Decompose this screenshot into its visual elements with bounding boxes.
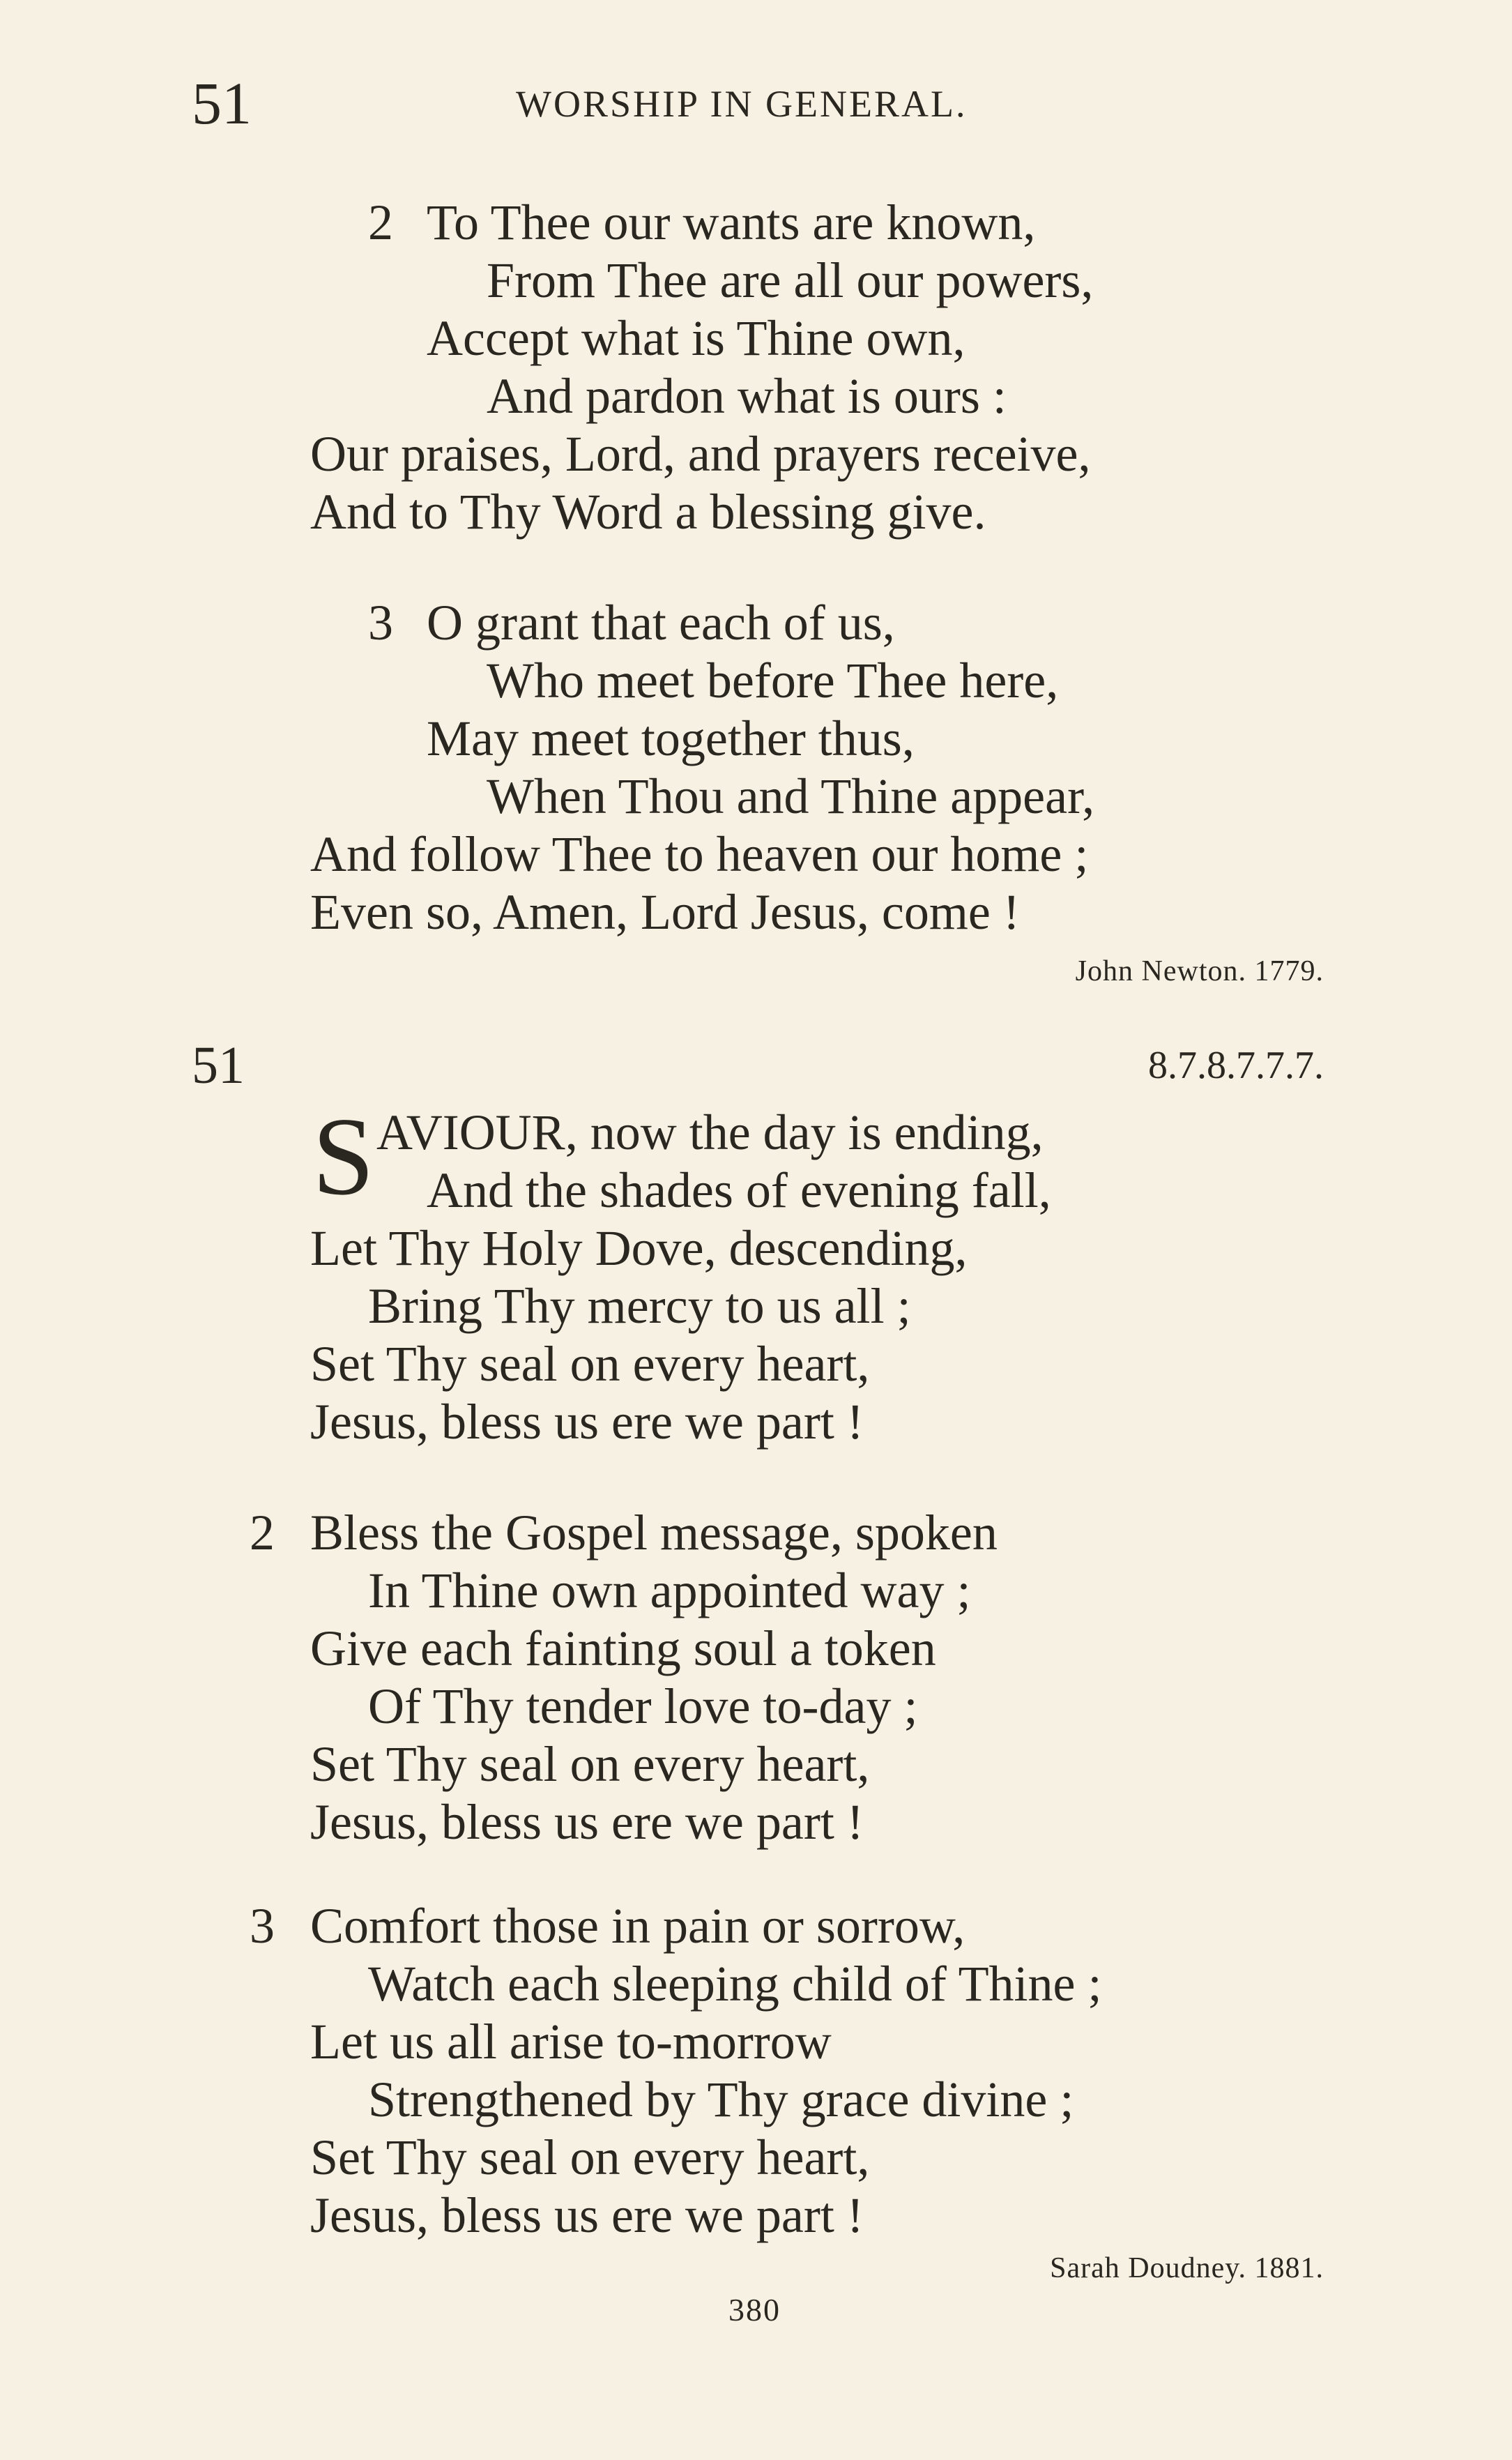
drop-cap: S	[312, 1094, 374, 1218]
stanza-number: 3	[250, 1898, 275, 1954]
hymn-page-number: 51	[192, 70, 252, 137]
verse-line: In Thine own appointed way ;	[368, 1563, 971, 1618]
verse-line: Who meet before Thee here,	[487, 653, 1059, 708]
verse-line: Set Thy seal on every heart,	[310, 1336, 870, 1392]
verse-line: Set Thy seal on every heart,	[310, 1736, 870, 1792]
verse-line: And follow Thee to heaven our home ;	[310, 826, 1089, 882]
author-attribution: Sarah Doudney. 1881.	[1050, 2252, 1324, 2284]
verse-line: From Thee are all our powers,	[487, 252, 1094, 308]
hymn-number: 51	[192, 1036, 245, 1095]
verse-line: Jesus, bless us ere we part !	[310, 2187, 864, 2243]
verse-line: To Thee our wants are known,	[427, 195, 1036, 250]
stanza-number: 3	[368, 595, 393, 651]
verse-line: Our praises, Lord, and prayers receive,	[310, 426, 1091, 482]
verse-line: Watch each sleeping child of Thine ;	[368, 1956, 1102, 2012]
verse-line: AVIOUR, now the day is ending,	[376, 1104, 1044, 1160]
verse-line: Jesus, bless us ere we part !	[310, 1394, 864, 1450]
running-head: WORSHIP IN GENERAL.	[516, 83, 968, 125]
author-attribution: John Newton. 1779.	[1075, 955, 1324, 987]
verse-line: Let us all arise to-morrow	[310, 2014, 832, 2070]
stanza-number: 2	[368, 195, 393, 250]
verse-line: And pardon what is ours :	[487, 368, 1007, 424]
verse-line: And to Thy Word a blessing give.	[310, 484, 986, 540]
verse-line: Let Thy Holy Dove, descending,	[310, 1220, 968, 1276]
footer-page-number: 380	[728, 2292, 781, 2328]
verse-line: And the shades of evening fall,	[427, 1162, 1051, 1218]
verse-line: Accept what is Thine own,	[427, 310, 965, 366]
verse-line: Bring Thy mercy to us all ;	[368, 1278, 911, 1334]
stanza-number: 2	[250, 1505, 275, 1561]
verse-line: May meet together thus,	[427, 711, 915, 766]
hymn-meter: 8.7.8.7.7.7.	[1148, 1044, 1324, 1087]
verse-line: O grant that each of us,	[427, 595, 895, 651]
verse-line: Of Thy tender love to-day ;	[368, 1678, 918, 1734]
verse-line: Strengthened by Thy grace divine ;	[368, 2072, 1074, 2127]
verse-line: When Thou and Thine appear,	[487, 768, 1095, 824]
verse-line: Set Thy seal on every heart,	[310, 2129, 870, 2185]
verse-line: Bless the Gospel message, spoken	[310, 1505, 998, 1561]
verse-line: Give each fainting soul a token	[310, 1620, 936, 1676]
verse-line: Even so, Amen, Lord Jesus, come !	[310, 884, 1020, 940]
verse-line: Comfort those in pain or sorrow,	[310, 1898, 965, 1954]
verse-line: Jesus, bless us ere we part !	[310, 1794, 864, 1850]
